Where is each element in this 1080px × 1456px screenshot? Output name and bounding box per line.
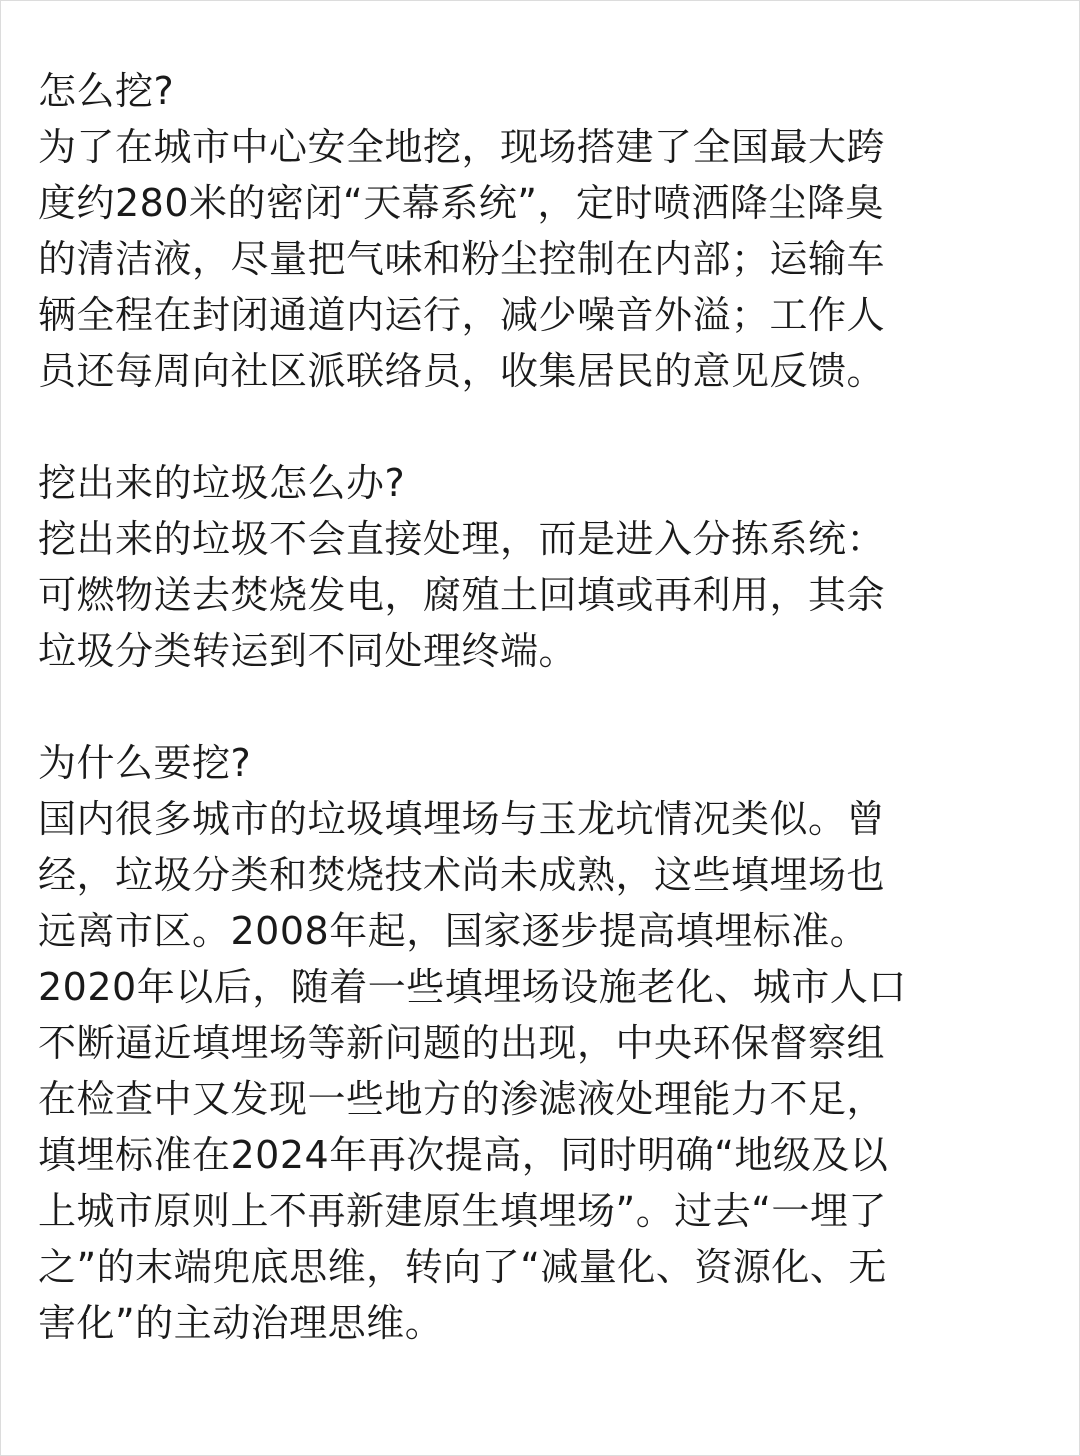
paragraph-line: 上城市原则上不再新建原生填埋场”。过去“一埋了 <box>38 1189 887 1233</box>
paragraph-line: 国内很多城市的垃圾填埋场与玉龙坑情况类似。曾 <box>38 797 886 841</box>
paragraph-line: 害化”的主动治理思维。 <box>38 1301 444 1345</box>
section-what-to-do-with-garbage <box>38 455 1038 679</box>
paragraph-line: 不断逼近填埋场等新问题的出现，中央环保督察组 <box>38 1021 886 1065</box>
paragraph-line: 挖出来的垃圾不会直接处理，而是进入分拣系统： <box>38 517 886 561</box>
paragraph-line: 辆全程在封闭通道内运行，减少噪音外溢；工作人 <box>38 293 886 337</box>
paragraph-line: 在检查中又发现一些地方的渗滤液处理能力不足， <box>38 1077 886 1121</box>
section-why-dig <box>38 735 1038 1351</box>
section-heading: 怎么挖? <box>38 69 175 113</box>
paragraph-line: 为了在城市中心安全地挖，现场搭建了全国最大跨 <box>38 125 886 169</box>
paragraph-line: 经，垃圾分类和焚烧技术尚未成熟，这些填埋场也 <box>38 853 886 897</box>
paragraph-line: 2020年以后，随着一些填埋场设施老化、城市人口 <box>38 965 907 1009</box>
section-heading: 挖出来的垃圾怎么办? <box>38 461 406 505</box>
section-heading: 为什么要挖? <box>38 741 252 785</box>
section-how-to-dig <box>38 63 1038 399</box>
paragraph-line: 远离市区。2008年起，国家逐步提高填埋标准。 <box>38 909 869 953</box>
paragraph-line: 的清洁液，尽量把气味和粉尘控制在内部；运输车 <box>38 237 886 281</box>
paragraph-line: 员还每周向社区派联络员，收集居民的意见反馈。 <box>38 349 886 393</box>
paragraph-line: 可燃物送去焚烧发电，腐殖土回填或再利用，其余 <box>38 573 886 617</box>
paragraph-line: 填埋标准在2024年再次提高，同时明确“地级及以 <box>38 1133 889 1177</box>
paragraph-line: 之”的末端兜底思维，转向了“减量化、资源化、无 <box>38 1245 887 1289</box>
article-body <box>38 63 1038 1351</box>
paragraph-line: 垃圾分类转运到不同处理终端。 <box>38 629 578 673</box>
paragraph-line: 度约280米的密闭“天幕系统”，定时喷洒降尘降臭 <box>38 181 884 225</box>
